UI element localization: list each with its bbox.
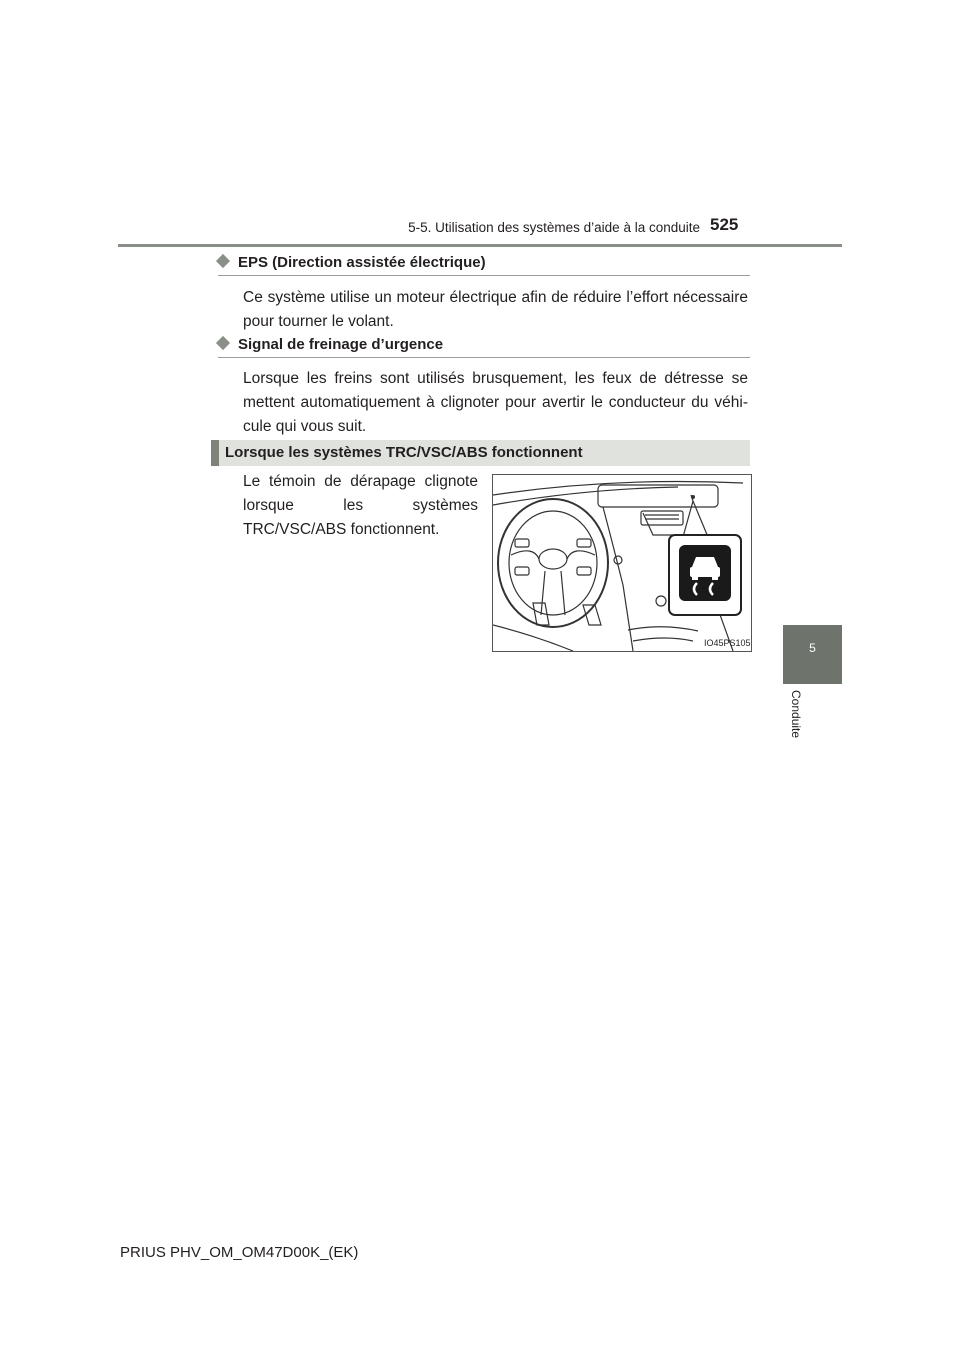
chapter-tab[interactable]: 5 (783, 625, 842, 684)
page-number: 525 (710, 215, 739, 234)
header-section-title: 5-5. Utilisation des systèmes d’aide à la conduite (408, 220, 700, 235)
eps-heading (218, 254, 486, 271)
trc-vsc-abs-heading (211, 440, 750, 466)
dashboard-drawing (493, 475, 751, 651)
eps-paragraph: Ce système utilise un moteur électrique afin de réduire l’effort nécessaire pour tourner le volant. (243, 289, 748, 330)
heading-accent-bar (211, 440, 219, 466)
footer-document-id: PRIUS PHV_OM_OM47D00K_(EK) (120, 1244, 359, 1261)
dashboard-illustration (492, 474, 752, 652)
diamond-bullet-icon (216, 254, 230, 268)
trc-vsc-abs-heading-text: Lorsque les systèmes TRC/VSC/ABS fonctionnent (225, 444, 583, 461)
emergency-brake-heading-rule (218, 357, 750, 358)
diamond-bullet-icon (216, 336, 230, 350)
indicator-location-dot (691, 495, 695, 499)
emergency-brake-paragraph: Lorsque les freins sont utilisés brusquement, les feux de détresse se mettent automatiquement à clignoter pour avertir le conducteur du véhi-cule qui vous suit. (243, 370, 748, 435)
trc-vsc-abs-paragraph: Le témoin de dérapage clignote lorsque les systèmes TRC/VSC/ABS fonctionnent. (243, 473, 478, 538)
figure-code: IO45PS105 (704, 638, 751, 648)
emergency-brake-heading-text: Signal de freinage d’urgence (238, 336, 444, 353)
emergency-brake-heading (218, 336, 443, 353)
chapter-tab-label: Conduite (789, 690, 803, 739)
eps-heading-text: EPS (Direction assistée électrique) (238, 254, 486, 271)
header-divider (118, 244, 842, 247)
eps-heading-rule (218, 275, 750, 276)
